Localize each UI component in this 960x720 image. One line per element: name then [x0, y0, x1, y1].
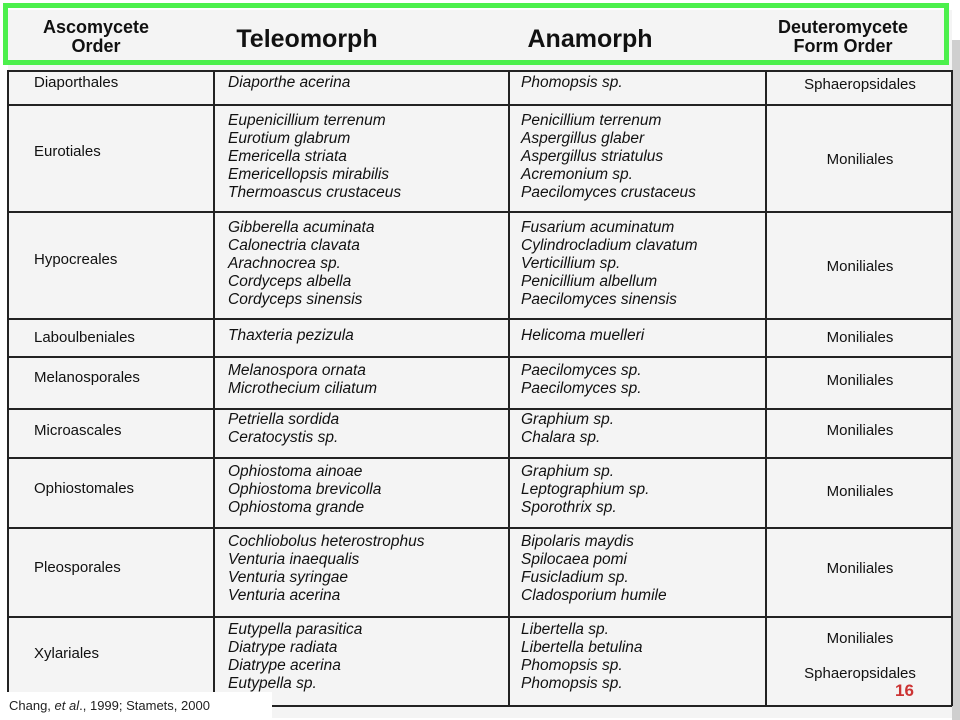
species-name: Leptographium sp. [521, 481, 650, 498]
page-number: 16 [895, 681, 914, 700]
header-anamorph: Anamorph [527, 25, 653, 53]
teleomorph-cell [228, 362, 377, 398]
species-name: Penicillium terrenum [521, 112, 662, 129]
species-name: Diatrype radiata [228, 639, 338, 656]
species-name: Paecilomyces sp. [521, 380, 642, 397]
header-col1-line1: Ascomycete [42, 17, 150, 37]
species-name: Petriella sordida [228, 411, 340, 428]
table-row-divider [8, 616, 952, 618]
species-name: Melanospora ornata [228, 362, 366, 379]
species-name: Arachnocrea sp. [228, 255, 341, 272]
form-order-cell: Moniliales [826, 422, 894, 439]
form-order-cell: Moniliales [826, 372, 894, 389]
table-row-divider [8, 408, 952, 410]
species-name: Acremonium sp. [521, 166, 633, 183]
sheet-shadow [952, 40, 960, 720]
species-name: Phomopsis sp. [521, 657, 623, 674]
species-name: Paecilomyces crustaceus [521, 184, 696, 201]
species-name: Venturia inaequalis [228, 551, 360, 568]
table-row-divider [8, 211, 952, 213]
species-name: Eutypella parasitica [228, 621, 363, 638]
table-column-divider [951, 70, 953, 706]
anamorph-cell [521, 327, 644, 345]
table-row-divider [8, 318, 952, 320]
table-row-divider [8, 356, 952, 358]
anamorph-cell [521, 411, 614, 447]
ascomycete-order-cell: Melanosporales [34, 369, 140, 386]
citation-etal: et al [54, 698, 80, 713]
teleomorph-cell [228, 463, 381, 517]
species-name: Eupenicillium terrenum [228, 112, 386, 129]
species-name: Graphium sp. [521, 463, 615, 480]
anamorph-cell [521, 112, 696, 202]
citation-authors: Chang, [9, 698, 51, 713]
anamorph-cell [521, 362, 642, 398]
species-name: Venturia acerina [228, 587, 341, 604]
species-name: Phomopsis sp. [521, 675, 623, 692]
species-name: Graphium sp. [521, 411, 615, 428]
species-name: Ophiostoma ainoae [228, 463, 363, 480]
anamorph-cell [521, 463, 649, 517]
anamorph-cell [521, 533, 667, 605]
table-column-divider [765, 70, 767, 706]
species-name: Cordyceps sinensis [228, 291, 363, 308]
table-sheet [8, 10, 952, 718]
teleomorph-cell [228, 327, 354, 345]
species-name: Phomopsis sp. [521, 74, 623, 91]
form-order-cell: Sphaeropsidales [804, 76, 916, 93]
species-name: Diatrype acerina [228, 657, 341, 674]
species-name: Aspergillus striatulus [521, 148, 664, 165]
ascomycete-order-cell: Laboulbeniales [34, 329, 135, 346]
teleomorph-cell [228, 533, 424, 605]
species-name: Paecilomyces sinensis [521, 291, 677, 308]
species-name: Venturia syringae [228, 569, 349, 586]
species-name: Ophiostoma brevicolla [228, 481, 382, 498]
species-name: Chalara sp. [521, 429, 601, 446]
form-order-cell: Moniliales [826, 630, 894, 647]
table-column-divider [213, 70, 215, 706]
anamorph-cell [521, 74, 623, 92]
species-name: Aspergillus glaber [521, 130, 645, 147]
species-name: Cylindrocladium clavatum [521, 237, 698, 254]
species-name: Ophiostoma grande [228, 499, 365, 516]
form-order-cell: Moniliales [826, 258, 894, 275]
table-row-divider [8, 527, 952, 529]
header-ascomycete-order [26, 18, 166, 56]
anamorph-cell [521, 621, 643, 693]
species-name: Emericellopsis mirabilis [228, 166, 390, 183]
species-name: Verticillium sp. [521, 255, 621, 272]
teleomorph-cell [228, 74, 350, 92]
header-deuteromycete-form-order [758, 18, 928, 56]
header-col4-line2: Form Order [793, 36, 893, 56]
citation [0, 692, 272, 720]
teleomorph-cell [228, 112, 401, 202]
table-column-divider [508, 70, 510, 706]
ascomycete-order-cell: Hypocreales [34, 251, 118, 268]
header-col4-line1: Deuteromycete [777, 17, 909, 37]
species-name: Eutypella sp. [228, 675, 317, 692]
species-name: Microthecium ciliatum [228, 380, 378, 397]
species-name: Fusicladium sp. [521, 569, 629, 586]
table-row-divider [8, 457, 952, 459]
form-order-cell: Moniliales [826, 483, 894, 500]
ascomycete-order-cell: Eurotiales [34, 143, 101, 160]
ascomycete-order-cell: Microascales [34, 422, 122, 439]
form-order-cell: Sphaeropsidales [804, 665, 916, 682]
ascomycete-order-cell: Ophiostomales [34, 480, 135, 497]
header-col1-line2: Order [71, 36, 121, 56]
species-name: Libertella sp. [521, 621, 609, 638]
table-row-divider [8, 70, 952, 72]
species-name: Bipolaris maydis [521, 533, 634, 550]
table-row-divider [8, 104, 952, 106]
ascomycete-order-cell: Xylariales [34, 645, 100, 662]
ascomycete-order-cell: Diaporthales [34, 74, 119, 91]
citation-rest: ., 1999; Stamets, 2000 [79, 698, 210, 713]
table-column-divider [7, 70, 9, 706]
table-header [0, 0, 960, 70]
species-name: Eurotium glabrum [228, 130, 351, 147]
species-name: Libertella betulina [521, 639, 643, 656]
species-name: Ceratocystis sp. [228, 429, 339, 446]
species-name: Diaporthe acerina [228, 74, 351, 91]
species-name: Cochliobolus heterostrophus [228, 533, 425, 550]
header-teleomorph: Teleomorph [236, 25, 378, 53]
species-name: Helicoma muelleri [521, 327, 645, 344]
species-name: Spilocaea pomi [521, 551, 627, 568]
form-order-cell: Moniliales [826, 151, 894, 168]
anamorph-cell [521, 219, 698, 309]
species-name: Gibberella acuminata [228, 219, 375, 236]
teleomorph-cell [228, 219, 374, 309]
species-name: Emericella striata [228, 148, 347, 165]
ascomycete-order-cell: Pleosporales [34, 559, 121, 576]
teleomorph-cell [228, 411, 339, 447]
form-order-cell: Moniliales [826, 329, 894, 346]
species-name: Thaxteria pezizula [228, 327, 354, 344]
form-order-cell: Moniliales [826, 560, 894, 577]
species-name: Sporothrix sp. [521, 499, 617, 516]
species-name: Calonectria clavata [228, 237, 360, 254]
species-name: Paecilomyces sp. [521, 362, 642, 379]
species-name: Cordyceps albella [228, 273, 352, 290]
teleomorph-cell [228, 621, 362, 693]
species-name: Cladosporium humile [521, 587, 667, 604]
species-name: Penicillium albellum [521, 273, 658, 290]
species-name: Thermoascus crustaceus [228, 184, 402, 201]
species-name: Fusarium acuminatum [521, 219, 675, 236]
